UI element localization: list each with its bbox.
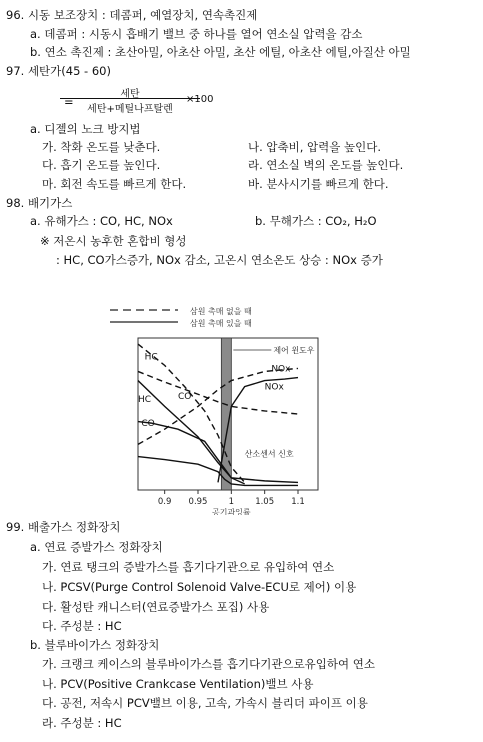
section-98-note: ※ 저온시 농후한 혼합비 형성 xyxy=(40,234,187,248)
knock-method-6: 바. 분사시기를 빠르게 한다. xyxy=(248,177,389,191)
evap-item-2: 나. PCSV(Purge Control Solenoid Valve-ECU로 제어) 이용 xyxy=(42,580,357,594)
x-tick-label: 1 xyxy=(228,497,235,507)
formula-multiplier: ×100 xyxy=(186,94,214,105)
knock-method-4: 라. 연소실 벽의 온도를 높인다. xyxy=(248,158,404,172)
series-label: HC xyxy=(138,394,152,405)
blowby-item-4: 라. 주성분 : HC xyxy=(42,716,122,730)
emission-chart xyxy=(108,300,378,515)
x-tick-label: 1.1 xyxy=(291,497,305,507)
formula-numerator: 세탄 xyxy=(120,89,140,100)
formula-denominator: 세탄+메틸나프탈렌 xyxy=(87,104,173,115)
x-axis-label: 공기과잉률 xyxy=(212,508,251,515)
knock-method-5: 마. 회전 속도를 빠르게 한다. xyxy=(42,177,187,191)
x-tick-label: 0.9 xyxy=(157,497,172,507)
harmful-gas: a. 유해가스 : CO, HC, NOx xyxy=(30,214,173,228)
section-96-title: 96. 시동 보조장치 : 데콤퍼, 예열장치, 연속촉진제 xyxy=(6,8,258,22)
harmless-gas: b. 무해가스 : CO₂, H₂O xyxy=(255,214,377,228)
series-line xyxy=(138,371,298,414)
series-label: CO xyxy=(141,419,155,430)
evap-item-4: 다. 주성분 : HC xyxy=(42,619,122,633)
formula-equals: = xyxy=(64,95,74,109)
section-98-title: 98. 배기가스 xyxy=(6,196,73,210)
knock-method-2: 나. 압축비, 압력을 높인다. xyxy=(248,140,382,154)
emission-chart-svg xyxy=(108,300,378,515)
knock-method-3: 다. 흡기 온도를 높인다. xyxy=(42,158,161,172)
blowby-item-2: 나. PCV(Positive Crankcase Ventilation)밸브 사용 xyxy=(42,677,314,691)
evap-item-3: 다. 활성탄 캐니스터(연료증발가스 포집) 사용 xyxy=(42,600,270,614)
legend-label: 삼원 촉매 있을 때 xyxy=(190,319,252,328)
series-line xyxy=(138,381,298,483)
blowby-item-3: 다. 공전, 저속시 PCV밸브 이용, 고속, 가속시 블리더 파이프 이용 xyxy=(42,696,368,710)
section-96-item-b: b. 연소 촉진제 : 초산아밀, 아초산 아밀, 초산 에틸, 아초산 에틸,아질산 아밀 xyxy=(30,45,411,59)
legend-label: 삼원 촉매 없을 때 xyxy=(190,307,252,316)
section-97-item-a: a. 디젤의 노크 방지법 xyxy=(30,122,141,136)
series-label: NOx xyxy=(264,382,284,393)
series-label: NOx xyxy=(271,364,291,375)
formula-bar xyxy=(60,98,200,99)
section-96-item-a: a. 데콤퍼 : 시동시 흡배기 밸브 중 하나를 열어 연소실 압력을 감소 xyxy=(30,27,363,41)
series-label: HC xyxy=(144,352,158,363)
sensor-signal-label: 산소센서 신호 xyxy=(244,449,294,459)
section-99-title: 99. 배출가스 정화장치 xyxy=(6,520,121,534)
control-window-label: 제어 윈도우 xyxy=(273,346,315,355)
knock-method-1: 가. 착화 온도를 낮춘다. xyxy=(42,140,161,154)
x-tick-label: 1.05 xyxy=(255,497,275,507)
blowby-system-title: b. 블루바이가스 정화장치 xyxy=(30,638,160,652)
evap-system-title: a. 연료 증발가스 정화장치 xyxy=(30,540,163,554)
series-label: CO xyxy=(178,391,192,402)
section-98-note-detail: : HC, CO가스증가, NOx 감소, 고온시 연소온도 상승 : NOx 증가 xyxy=(56,253,383,267)
x-tick-label: 0.95 xyxy=(188,497,208,507)
blowby-item-1: 가. 크랭크 케이스의 블루바이가스를 흡기다기관으로유입하여 연소 xyxy=(42,657,375,671)
evap-item-1: 가. 연료 탱크의 증발가스를 흡기다기관으로 유입하여 연소 xyxy=(42,560,335,574)
section-97-title: 97. 세탄가(45 - 60) xyxy=(6,64,111,78)
